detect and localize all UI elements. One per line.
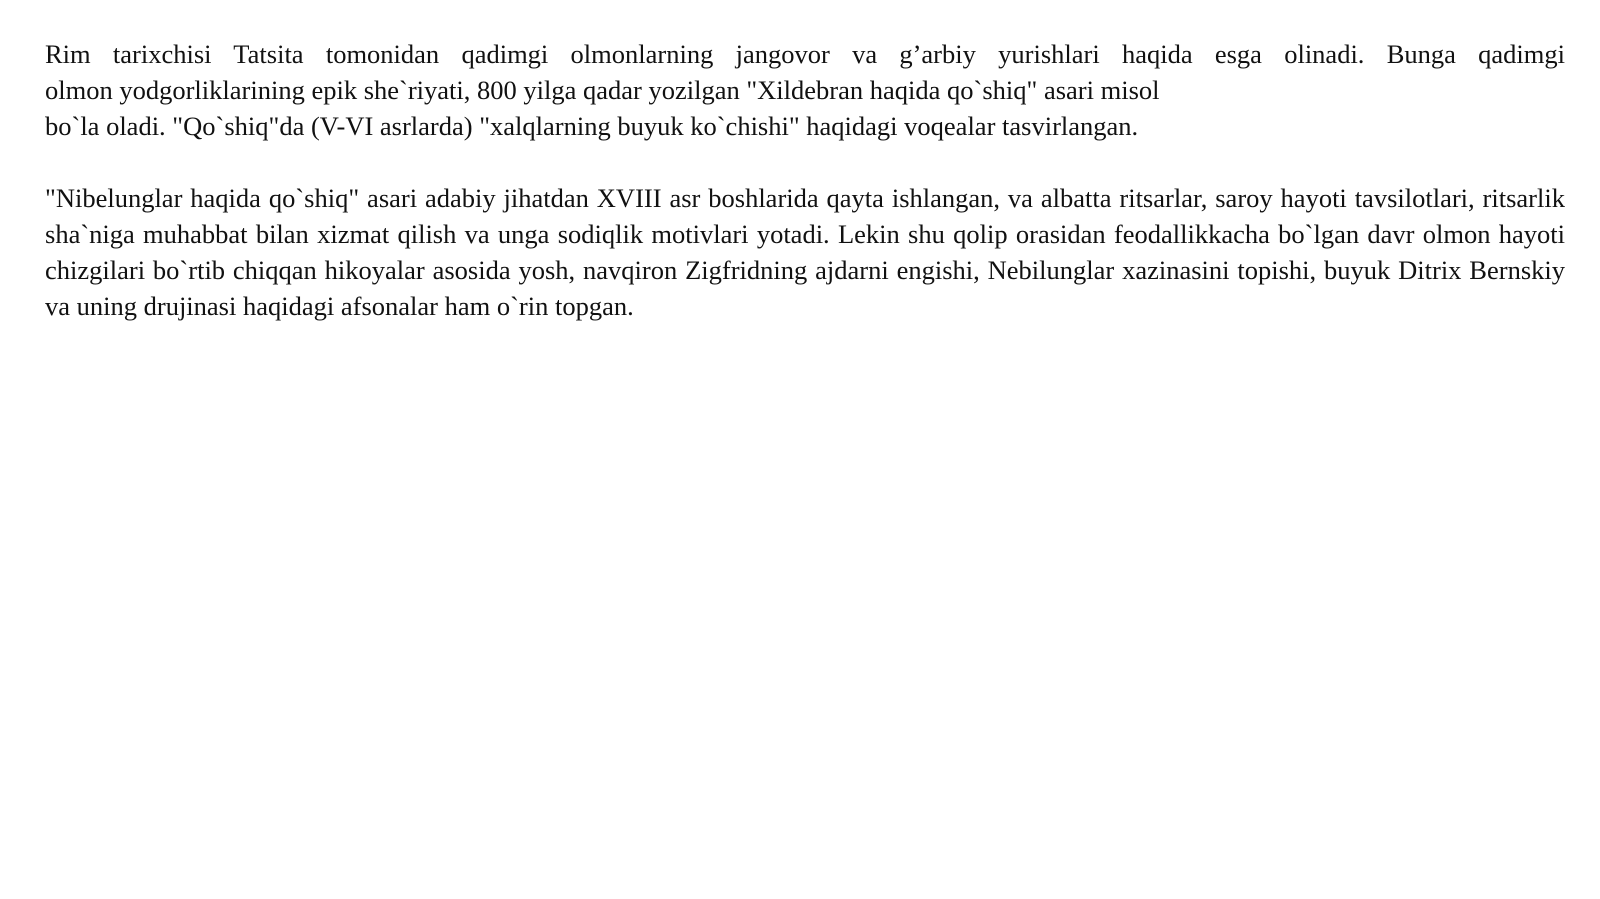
- paragraph-1-line-3: bo`la oladi. "Qo`shiq"da (V-VI asrlarda) "xalqlarning buyuk ko`chishi" haqidagi voqealar tasvirlangan.: [45, 111, 1139, 141]
- document-page: [45, 36, 1565, 360]
- paragraph-1-line-2: olmon yodgorliklarining epik she`riyati, 800 yilga qadar yozilgan "Xildebran haqida qo`shiq" asari misol: [45, 75, 1160, 105]
- paragraph-1: [45, 36, 1565, 144]
- paragraph-2: "Nibelunglar haqida qo`shiq" asari adabiy jihatdan XVIII asr boshlarida qayta ishlangan, va albatta ritsarlar, saroy hayoti tavsilotlari, ritsarlik sha`niga muhabbat bilan xizmat qilish va unga sodiqlik motivlari yotadi. Lekin shu qolip orasidan feodallikkacha bo`lgan davr olmon hayoti chizgilari bo`rtib chiqqan hikoyalar asosida yosh, navqiron Zigfridning ajdarni engishi, Nebilunglar xazinasini topishi, buyuk Ditrix Bernskiy va uning drujinasi haqidagi afsonalar ham o`rin topgan.: [45, 183, 1565, 321]
- paragraph-1-line-1: Rim tarixchisi Tatsita tomonidan qadimgi olmonlarning jangovor va g’arbiy yurishlari haqida esga olinadi. Bunga qadimgi: [45, 39, 1565, 69]
